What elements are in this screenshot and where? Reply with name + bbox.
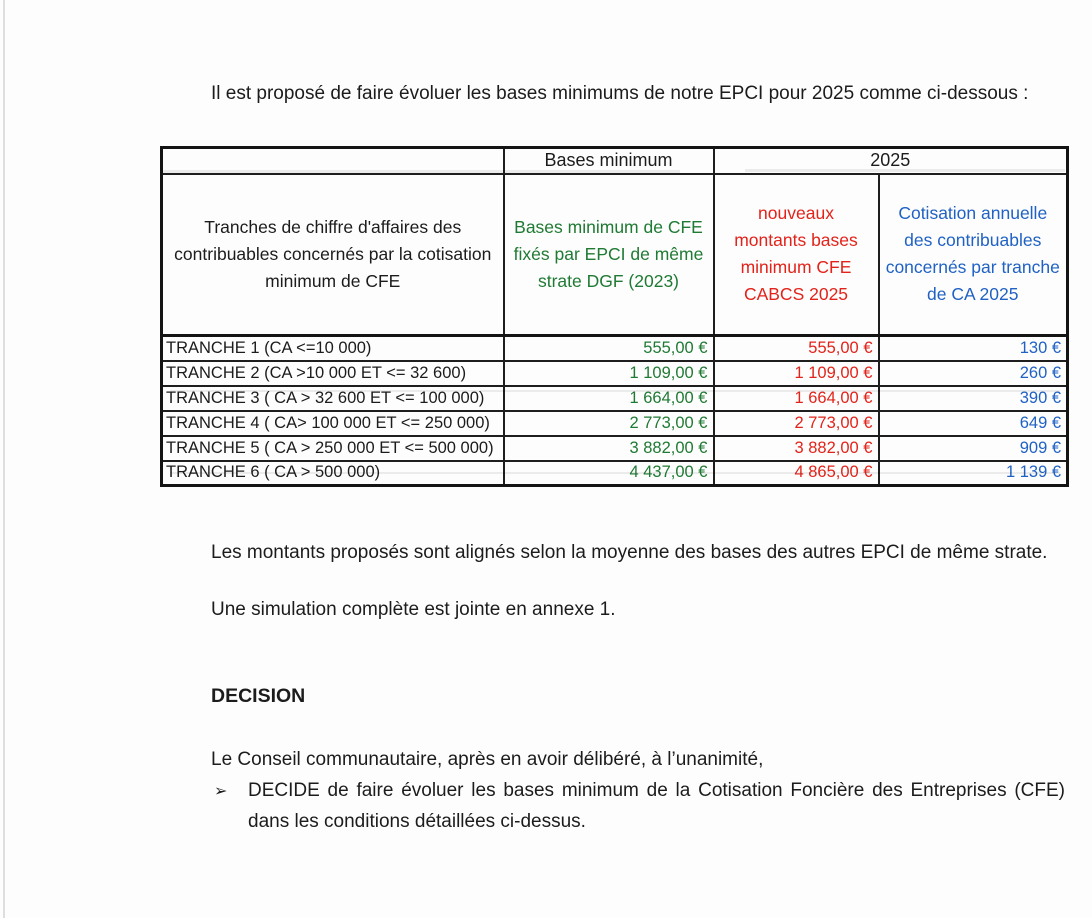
arrow-bullet-icon: ➢ (214, 783, 228, 800)
tranche-cell: TRANCHE 3 ( CA > 32 600 ET <= 100 000) (162, 386, 504, 411)
table-row-tranche-2 (162, 361, 1068, 386)
scan-artifact (170, 472, 1060, 474)
tranche-cell: TRANCHE 2 (CA >10 000 ET <= 32 600) (162, 361, 504, 386)
group-header-bases-minimum: Bases minimum (504, 148, 714, 174)
cotisation-2025-cell: 130 € (879, 336, 1068, 361)
intro-paragraph: Il est proposé de faire évoluer les bases minimums de notre EPCI pour 2025 comme ci-dessous : (211, 83, 1029, 104)
nouveau-montant-2025-cell: 1 109,00 € (714, 361, 879, 386)
base-strate-2023-cell: 3 882,00 € (504, 436, 714, 461)
alignment-paragraph: Les montants proposés sont alignés selon la moyenne des bases des autres EPCI de même strate. (211, 542, 1048, 563)
tranche-cell: TRANCHE 6 ( CA > 500 000) (162, 461, 504, 486)
table-row-tranche-4 (162, 411, 1068, 436)
base-strate-2023-cell: 4 437,00 € (504, 461, 714, 486)
cotisation-2025-cell: 909 € (879, 436, 1068, 461)
annex-paragraph: Une simulation complète est jointe en annexe 1. (211, 599, 616, 620)
base-strate-2023-cell: 2 773,00 € (504, 411, 714, 436)
nouveau-montant-2025-cell: 3 882,00 € (714, 436, 879, 461)
base-strate-2023-cell: 555,00 € (504, 336, 714, 361)
table-row-tranche-5 (162, 436, 1068, 461)
cotisation-2025-cell: 1 139 € (879, 461, 1068, 486)
column-header-tranches: Tranches de chiffre d'affaires des contribuables concernés par la cotisation minimum de CFE (162, 174, 504, 336)
tranche-cell: TRANCHE 5 ( CA > 250 000 ET <= 500 000) (162, 436, 504, 461)
scan-artifact (170, 390, 1060, 392)
council-deliberation-paragraph: Le Conseil communautaire, après en avoir délibéré, à l’unanimité, (211, 749, 764, 770)
column-header-bases-strate-2023: Bases minimum de CFE fixés par EPCI de même strate DGF (2023) (504, 174, 714, 336)
nouveau-montant-2025-cell: 4 865,00 € (714, 461, 879, 486)
decision-bullet-item (214, 775, 1065, 837)
group-header-2025: 2025 (714, 148, 1068, 174)
cotisation-2025-cell: 649 € (879, 411, 1068, 436)
cotisation-2025-cell: 260 € (879, 361, 1068, 386)
nouveau-montant-2025-cell: 2 773,00 € (714, 411, 879, 436)
nouveau-montant-2025-cell: 555,00 € (714, 336, 879, 361)
column-header-cotisation-annuelle-2025: Cotisation annuelle des contribuables concernés par tranche de CA 2025 (879, 174, 1068, 336)
table-row-tranche-1 (162, 336, 1068, 361)
base-strate-2023-cell: 1 109,00 € (504, 361, 714, 386)
base-strate-2023-cell: 1 664,00 € (504, 386, 714, 411)
tranche-cell: TRANCHE 4 ( CA> 100 000 ET <= 250 000) (162, 411, 504, 436)
scan-edge-artifact (3, 0, 5, 918)
column-header-nouveaux-montants-2025: nouveaux montants bases minimum CFE CABCS 2025 (714, 174, 879, 336)
scan-artifact (745, 169, 1065, 172)
cotisation-2025-cell: 390 € (879, 386, 1068, 411)
table-column-header-row (162, 174, 1068, 336)
decision-bullet-text: DECIDE de faire évoluer les bases minimum de la Cotisation Foncière des Entreprises (CFE) dans les conditions détaillées ci-dessus. (248, 780, 1065, 832)
nouveau-montant-2025-cell: 1 664,00 € (714, 386, 879, 411)
decision-heading: DECISION (211, 685, 306, 707)
cfe-bases-minimum-table (160, 146, 1069, 487)
tranche-cell: TRANCHE 1 (CA <=10 000) (162, 336, 504, 361)
scan-artifact (160, 170, 680, 173)
